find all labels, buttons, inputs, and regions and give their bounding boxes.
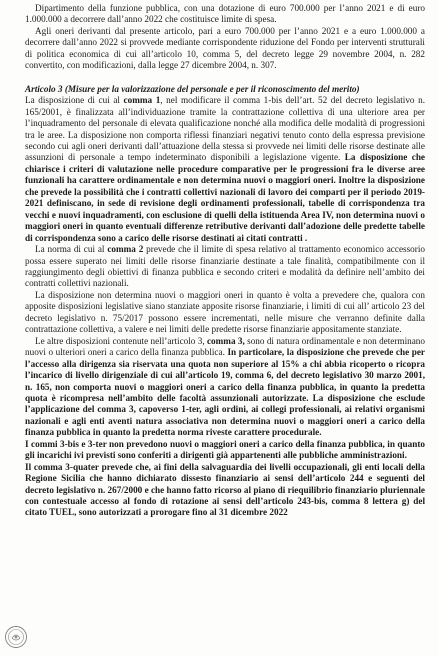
paragraph-comma-2: La norma di cui al comma 2 prevede che il limite di spesa relativo al trattamento economico accessorio possa essere superato nei limiti delle risorse finanziarie destinate a tale finalità, compatibilmente con il raggiungimento degli obiettivi di finanza pubblica e secondo criteri e modalità da definire nell’ambito dei contratti collettivi nazionali. — [25, 244, 425, 289]
document-body — [25, 3, 425, 519]
paragraph-commi-3bis-3ter: I commi 3-bis e 3-ter non prevedono nuovi o maggiori oneri a carico della finanza pubblica, in quanto gli incarichi ivi previsti sono conferiti a dirigenti già appartenenti alle pubbliche amministrazioni. — [25, 438, 425, 461]
paragraph-comma-3: Le altre disposizioni contenute nell’articolo 3, comma 3, sono di natura ordinamentale e non determinano nuovi o ulteriori oneri a carico della finanza pubblica. In particolare, la disposizione che prevede che per l’accesso alla dirigenza sia riservata una quota non superiore al 15% a chi abbia ricoperto o ricopra l’incarico di livello dirigenziale di cui all’articolo 19, comma 6, del decreto legislativo 30 marzo 2001, n. 165, non comporta nuovi o maggiori oneri a carico della finanza pubblica, in quanto la predetta quota è ricompresa nell’ambito delle facoltà assunzionali autorizzate. La disposizione che esclude l’applicazione del comma 3, capoverso 1-ter, agli ordini, ai collegi professionali, ai relativi organismi nazionali e agli enti aventi natura associativa non determina nuovi o maggiori oneri a carico della finanza pubblica in quanto la predetta norma riveste carattere procedurale. — [25, 335, 425, 438]
paragraph-funding-intro: Dipartimento della funzione pubblica, con una dotazione di euro 700.000 per l’anno 2021 e di euro 1.000.000 a decorrere dall’anno 2022 che costituisce limite di spesa. — [25, 3, 425, 25]
stamp-seal-icon — [4, 625, 28, 649]
article-3-heading: Articolo 3 (Misure per la valorizzazione del personale e per il riconoscimento del merito) — [25, 83, 360, 94]
paragraph-funding-coverage: Agli oneri derivanti dal presente articolo, pari a euro 700.000 per l’anno 2021 e a euro 1.000.000 a decorrere dall’anno 2022 si provvede mediante corrispondente riduzione del Fondo per interventi strutturali di politica economica di cui all’articolo 10, comma 5, del decreto legge 29 novembre 2004, n. 282 convertito, con modificazioni, dalla legge 27 dicembre 2004, n. 307. — [25, 25, 425, 71]
spacer — [25, 72, 425, 84]
paragraph-comma-1: La disposizione di cui al comma 1, nel modificare il comma 1-bis dell’art. 52 del decreto legislativo n. 165/2001, è finalizzata all’individuazione tramite la contrattazione collettiva di una ulteriore area per l’inquadramento del personale di elevata qualificazione nonché alla modifica delle modalità di progressioni tra le aree. La disposizione non comporta riflessi finanziari negativi tenuto conto della espressa previsione secondo cui agli oneri derivanti dall’attuazione della stessa si provvede nei limiti delle risorse destinate alle assunzioni di personale a tempo indeterminato disponibili a legislazione vigente. La disposizione che chiarisce i criteri di valutazione nelle procedure comparative per le progressioni fra le diverse aree funzionali ha carattere ordinamentale e non determina nuovi o maggiori oneri. Inoltre la disposizione che prevede la possibilità che i contratti collettivi nazionali di lavoro dei comparti per il periodo 2019-2021 definiscano, in sede di revisione degli ordinamenti professionali, tabelle di corrispondenza tra vecchi e nuovi inquadramenti, con esclusione di quelli della istituenda Area IV, non determina nuovi o maggiori oneri in quanto eventuali differenze retributive derivanti dall’adozione delle predette tabelle di corrispondenza sono a carico delle risorse destinati ai citati contratti . — [25, 95, 426, 243]
paragraph-financial-limits: La disposizione non determina nuovi o maggiori oneri in quanto è volta a prevedere che, qualora con apposite disposizioni legislative siano stanziate apposite risorse finanziarie, i limiti di cui all’ articolo 23 del decreto legislativo n. 75/2017 possono essere incrementati, nelle misure che verranno definite dalla contrattazione collettiva, a valere e nei limiti delle predette risorse finanziarie appositamente stanziate. — [25, 289, 425, 335]
paragraph-comma-3quater: Il comma 3-quater prevede che, ai fini della salvaguardia dei livelli occupazionali, gli enti locali della Regione Sicilia che hanno dichiarato dissesto finanziario ai sensi dell’articolo 244 e seguenti del decreto legislativo n. 267/2000 e che hanno fatto ricorso al piano di riequilibrio finanziario pluriennale con contestuale accesso al fondo di rotazione ai sensi dell’articolo 243-bis, comma 8 lettera g) del citato TUEL, sono autorizzati a prorogare fino al 31 dicembre 2022 — [25, 461, 425, 518]
